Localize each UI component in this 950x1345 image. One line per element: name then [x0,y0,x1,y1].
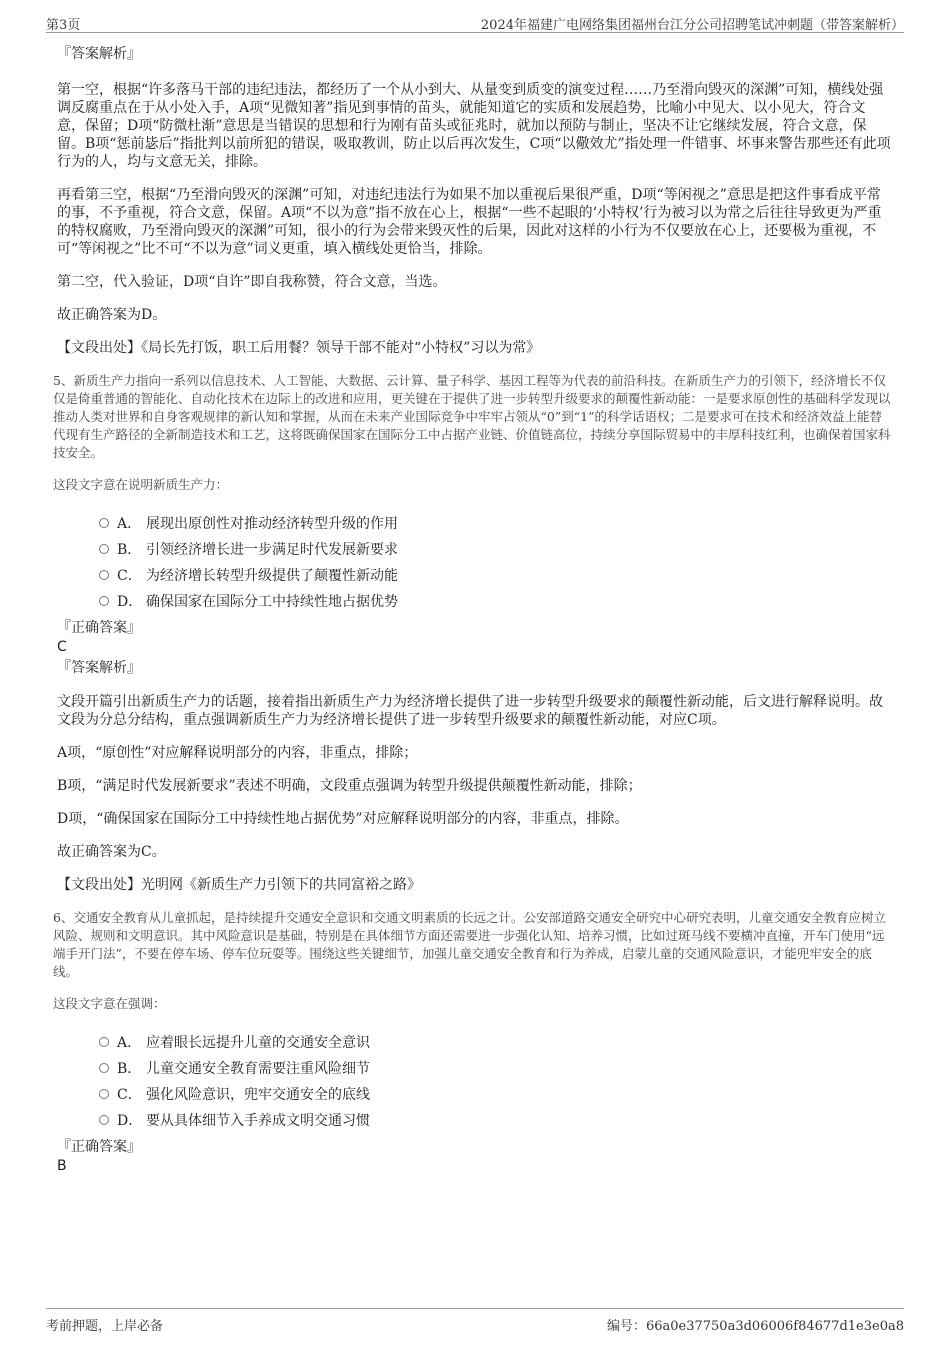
option-letter: D． [117,1113,143,1129]
option-text: 展现出原创性对推动经济转型升级的作用 [146,516,398,532]
option-letter: A． [117,516,142,532]
q5-analysis-paragraph: A项，“原创性”对应解释说明部分的内容，非重点，排除； [57,745,418,761]
radio-icon[interactable] [99,1089,109,1099]
q6-answer: B [57,1158,67,1174]
option-letter: D． [117,594,143,610]
q6-prompt: 这段文字意在强调： [53,996,166,1011]
option-letter: A． [117,1035,142,1051]
option-text: 儿童交通安全教育需要注重风险细节 [146,1061,370,1077]
q6-option-b[interactable] [99,1055,892,1081]
option-letter: C． [117,568,142,584]
q4-analysis-conclusion: 故正确答案为D。 [57,307,167,323]
page-footer [46,1308,904,1333]
radio-icon[interactable] [99,596,109,606]
q5-analysis-heading: 『答案解析』 [57,660,141,676]
footer-slogan: 考前押题，上岸必备 [46,1319,164,1334]
q5-analysis-paragraph: D项，“确保国家在国际分工中持续性地占据优势”对应解释说明部分的内容，非重点，排除。 [57,811,629,827]
q4-analysis-paragraph: 再看第三空，根据“乃至滑向毁灭的深渊”可知，对违纪违法行为如果不加以重视后果很严重，D项“等闲视之”意思是把这件事看成平常的事，不予重视，符合文意，保留。A项“不以为意”指不放在心上，根据“一些不起眼的‘小特权’行为被习以为常之后往往导致更为严重的特权腐败，乃至滑向毁灭的深渊”可知，很小的行为会带来毁灭性的后果，因此对这样的小行为不仅要放在心上，还要极为重视，不可“等闲视之”比不可“不以为意”词义更重，填入横线处更恰当，排除。 [57,187,882,257]
q5-option-d[interactable] [99,588,892,614]
option-text: 确保国家在国际分工中持续性地占据优势 [146,594,398,610]
q6-option-d[interactable] [99,1107,892,1133]
q5-option-b[interactable] [99,536,892,562]
option-letter: B． [117,542,142,558]
q5-analysis-conclusion: 故正确答案为C。 [57,844,166,860]
q5-question: 5、新质生产力指向一系列以信息技术、人工智能、大数据、云计算、量子科学、基因工程等为代表的前沿科技。在新质生产力的引领下，经济增长不仅仅是倚重普通的智能化、自动化技术在边际上的改进和应用，更关键在于提供了进一步转型升级要求的颠覆性新动能：一是要求原创性的基础科学发现以推动人类对世界和自身客观规律的新认知和掌握，从而在未来产业国际竞争中牢牢占领从“0”到“1”的科学话语权；二是要求可在技术和经济效益上能替代现有生产路径的全新制造技术和工艺，这将既确保国家在国际分工中占据产业链、价值链高位，持续分享国际贸易中的丰厚科技红利，也确保着国家科技安全。 [53,373,891,460]
q6-option-c[interactable] [99,1081,892,1107]
q5-answer: C [57,639,67,655]
option-text: 为经济增长转型升级提供了颠覆性新动能 [146,568,398,584]
radio-icon[interactable] [99,518,109,528]
document-id: 编号：66a0e37750a3d06006f84677d1e3e0a8 [606,1319,904,1334]
q6-question: 6、交通安全教育从儿童抓起，是持续提升交通安全意识和交通文明素质的长远之计。公安部道路交通安全研究中心研究表明，儿童交通安全教育应树立风险、规则和文明意识。其中风险意识是基础，特别是在具体细节方面还需要进一步强化认知、培养习惯，比如过斑马线不要横冲直撞，开车门使用“远端手开门法”，不要在停车场、停车位玩耍等。围绕这些关键细节，加强儿童交通安全教育和行为养成，启蒙儿童的交通风险意识，才能兜牢安全的底线。 [53,910,886,979]
q4-analysis-paragraph: 第一空，根据“许多落马干部的违纪违法，都经历了一个从小到大、从量变到质变的演变过程……乃至滑向毁灭的深渊”可知，横线处强调反腐重点在于从小处入手，A项“见微知著”指见到事情的苗头，就能知道它的实质和发展趋势，比喻小中见大、以小见大，符合文意，保留；D项“防微杜渐”意思是当错误的思想和行为刚有苗头或征兆时，就加以预防与制止，坚决不让它继续发展，符合文意，保留。B项“惩前毖后”指批判以前所犯的错误，吸取教训，防止以后再次发生，C项“以儆效尤”指处理一件错事、坏事来警告那些还有此项行为的人，均与文意无关，排除。 [57,82,891,170]
q5-source: 【文段出处】光明网《新质生产力引领下的共同富裕之路》 [57,877,421,893]
option-text: 强化风险意识，兜牢交通安全的底线 [146,1087,370,1103]
q4-analysis-heading: 『答案解析』 [57,46,141,62]
q5-options [57,510,892,614]
radio-icon[interactable] [99,570,109,580]
document-title: 2024年福建广电网络集团福州台江分公司招聘笔试冲刺题（带答案解析） [480,18,904,33]
q6-answer-heading: 『正确答案』 [57,1139,141,1155]
q5-answer-heading: 『正确答案』 [57,620,141,636]
q6-option-a[interactable] [99,1029,892,1055]
q5-option-a[interactable] [99,510,892,536]
option-text: 要从具体细节入手养成文明交通习惯 [146,1113,370,1129]
q5-prompt: 这段文字意在说明新质生产力： [53,477,229,492]
q6-options [57,1029,892,1133]
q4-analysis-paragraph: 第二空，代入验证，D项“自许”即自我称赞，符合文意，当选。 [57,274,447,290]
radio-icon[interactable] [99,544,109,554]
option-text: 引领经济增长进一步满足时代发展新要求 [146,542,398,558]
q5-analysis-paragraph: B项，“满足时代发展新要求”表述不明确，文段重点强调为转型升级提供颠覆性新动能，排除； [57,778,642,794]
radio-icon[interactable] [99,1115,109,1125]
page-content [53,44,892,1175]
q4-source: 【文段出处】《局长先打饭，职工后用餐？领导干部不能对“小特权”习以为常》 [57,340,541,356]
option-text: 应着眼长远提升儿童的交通安全意识 [146,1035,370,1051]
option-letter: C． [117,1087,142,1103]
q5-analysis-paragraph: 文段开篇引出新质生产力的话题，接着指出新质生产力为经济增长提供了进一步转型升级要求的颠覆性新动能，后文进行解释说明。故文段为分总分结构，重点强调新质生产力为经济增长提供了进一步转型升级要求的颠覆性新动能，对应C项。 [57,694,883,728]
page-number: 第3页 [46,18,81,33]
option-letter: B． [117,1061,142,1077]
page-header [46,10,904,33]
q5-option-c[interactable] [99,562,892,588]
radio-icon[interactable] [99,1037,109,1047]
radio-icon[interactable] [99,1063,109,1073]
